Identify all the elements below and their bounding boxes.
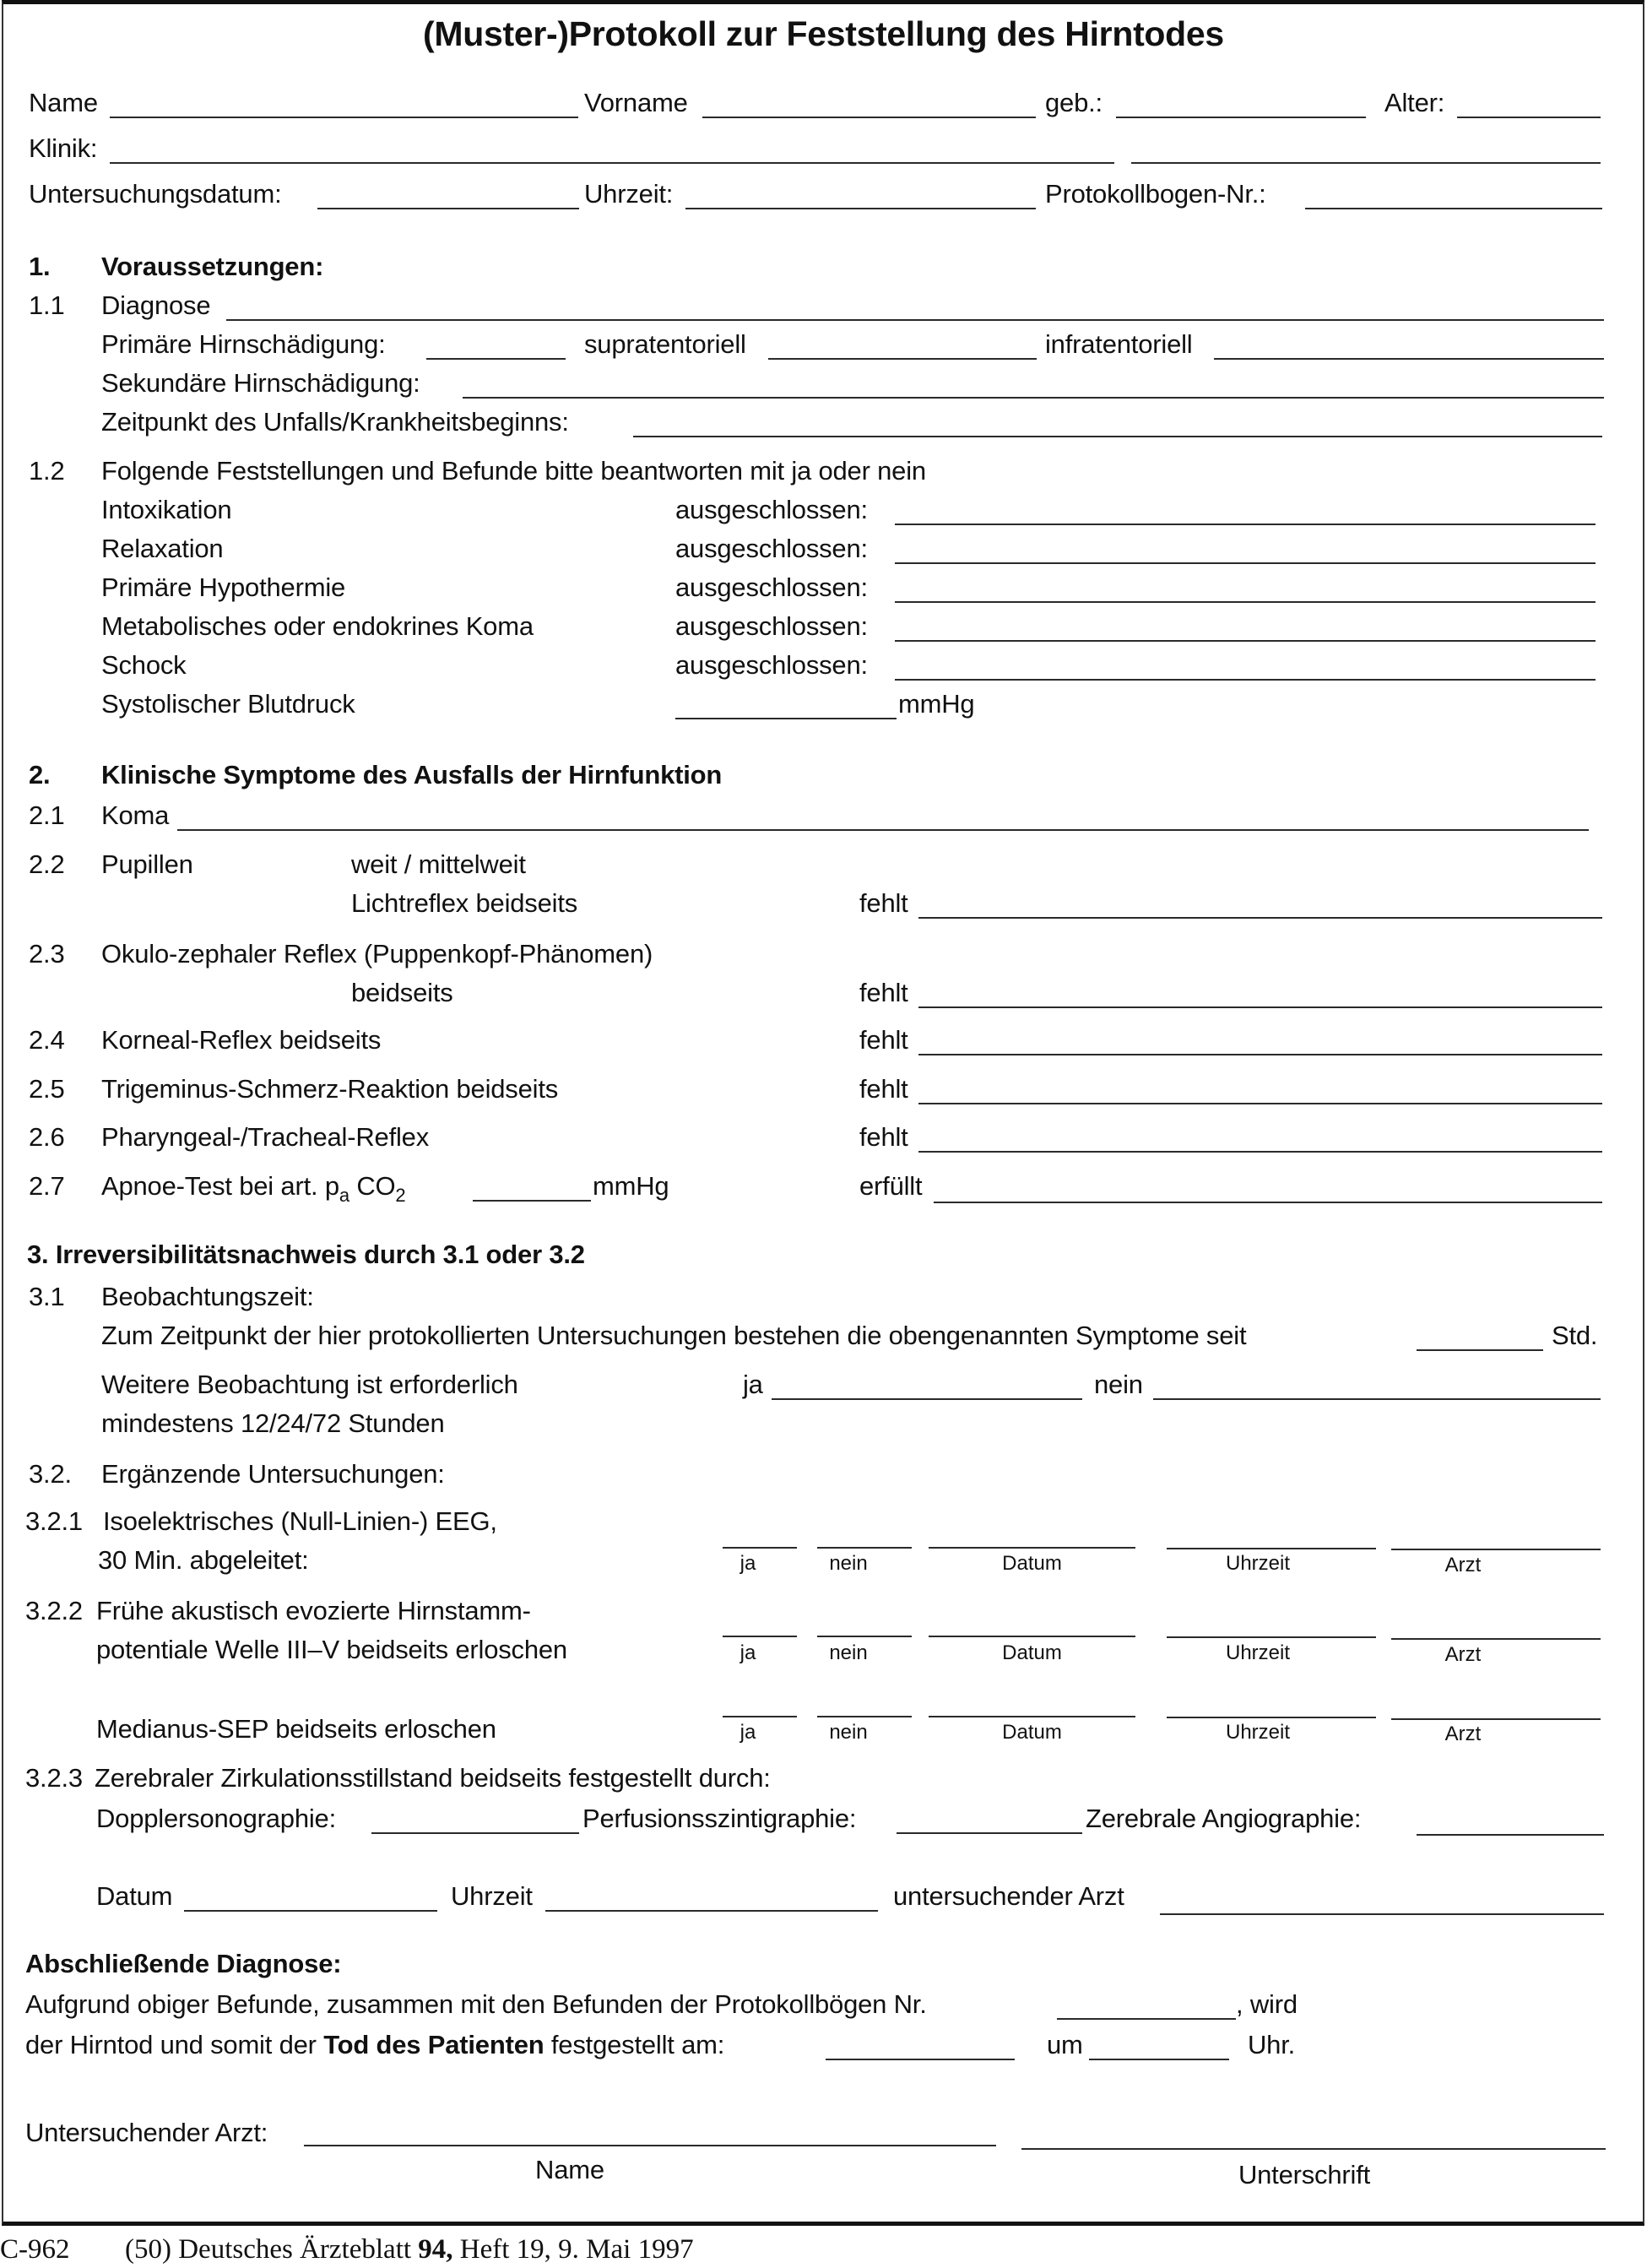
blutdruck-label: Systolischer Blutdruck <box>101 689 355 719</box>
aep-arzt-caption: Arzt <box>1444 1643 1482 1666</box>
zirkulation-uhrzeit-label: Uhrzeit <box>451 1881 533 1911</box>
intoxikation-label: Intoxikation <box>101 495 232 524</box>
koma-field[interactable] <box>177 802 1589 831</box>
section1-heading: Voraussetzungen: <box>101 252 324 281</box>
final-uhr-label: Uhr. <box>1248 2030 1296 2059</box>
section2-number: 2. <box>29 760 51 789</box>
final-um-label: um <box>1047 2030 1083 2059</box>
section3-heading: 3. Irreversibilitätsnachweis durch 3.1 oder 3.2 <box>27 1240 585 1269</box>
uhrzeit-label: Uhrzeit: <box>584 179 674 209</box>
apnoe-sub-2: 2 <box>395 1185 406 1206</box>
korneal-field[interactable] <box>918 1027 1602 1055</box>
zirkulation-label: Zerebraler Zirkulationsstillstand beidseits festgestellt durch: <box>95 1763 771 1793</box>
aep-uhrzeit-field[interactable] <box>1167 1636 1376 1638</box>
mindestens-label: mindestens 12/24/72 Stunden <box>101 1408 445 1438</box>
lichtreflex-field[interactable] <box>918 890 1602 919</box>
final-heading: Abschließende Diagnose: <box>25 1949 342 1978</box>
aep-ja-caption: ja <box>740 1641 756 1664</box>
eeg-datum-field[interactable] <box>929 1547 1135 1549</box>
protokollbogen-field[interactable] <box>1305 181 1602 209</box>
apnoe-unit: mmHg <box>593 1171 669 1201</box>
aep-datum-field[interactable] <box>929 1636 1135 1637</box>
angiographie-label: Zerebrale Angiographie: <box>1086 1804 1362 1833</box>
pharyngeal-field[interactable] <box>918 1124 1602 1153</box>
korneal-label: Korneal-Reflex beidseits <box>101 1025 382 1055</box>
eeg-ja-caption: ja <box>740 1552 756 1575</box>
weitere-nein-field[interactable] <box>1153 1371 1601 1400</box>
s1-2-intro: Folgende Feststellungen und Befunde bitte beantworten mit ja oder nein <box>101 456 926 486</box>
s3-2-2-number: 3.2.2 <box>25 1596 83 1625</box>
sekundaere-field[interactable] <box>463 370 1604 399</box>
schock-ausgeschlossen: ausgeschlossen: <box>675 650 868 680</box>
beobachtungszeit-label: Beobachtungszeit: <box>101 1282 314 1311</box>
festgestellt-am-field[interactable] <box>826 2032 1015 2060</box>
citation <box>125 2233 694 2265</box>
relaxation-label: Relaxation <box>101 534 224 563</box>
okulo-label: Okulo-zephaler Reflex (Puppenkopf-Phänomen) <box>101 939 653 969</box>
trigeminus-label: Trigeminus-Schmerz-Reaktion beidseits <box>101 1074 559 1104</box>
trigeminus-field[interactable] <box>918 1076 1602 1104</box>
zeitpunkt-field[interactable] <box>633 409 1602 437</box>
weitere-ja-label: ja <box>743 1370 763 1399</box>
supratentoriell-field[interactable] <box>768 331 1037 360</box>
infratentoriell-label: infratentoriell <box>1045 329 1193 359</box>
eeg-arzt-field[interactable] <box>1391 1549 1601 1550</box>
aep-line1: Frühe akustisch evozierte Hirnstamm- <box>96 1596 531 1625</box>
beobachtung-text: Zum Zeitpunkt der hier protokollierten Untersuchungen bestehen die obengenannten Symptome seit <box>101 1321 1247 1350</box>
final-line2-bold: Tod des Patienten <box>323 2030 544 2059</box>
uhrzeit-field[interactable] <box>685 181 1036 209</box>
final-line1-pre: Aufgrund obiger Befunde, zusammen mit den Befunden der Protokollbögen Nr. <box>25 1989 927 2019</box>
zirkulation-uhrzeit-field[interactable] <box>545 1883 878 1912</box>
vorname-field[interactable] <box>702 90 1036 118</box>
s1-2-number: 1.2 <box>29 456 65 486</box>
apnoe-sub-a: a <box>339 1185 349 1206</box>
zirkulation-datum-label: Datum <box>96 1881 173 1911</box>
schock-label: Schock <box>101 650 187 680</box>
alter-label: Alter: <box>1384 88 1445 117</box>
lichtreflex-fehlt: fehlt <box>859 888 908 918</box>
weitere-ja-field[interactable] <box>772 1371 1082 1400</box>
lichtreflex-label: Lichtreflex beidseits <box>351 888 578 918</box>
zeitpunkt-label: Zeitpunkt des Unfalls/Krankheitsbeginns: <box>101 407 569 437</box>
arzt-unterschrift-field[interactable] <box>1021 2148 1606 2150</box>
zirkulation-arzt-label: untersuchender Arzt <box>893 1881 1124 1911</box>
s3-2-number: 3.2. <box>29 1459 72 1489</box>
signature-caption: Unterschrift <box>1238 2160 1371 2189</box>
apnoe-label <box>101 1171 406 1206</box>
s2-3-number: 2.3 <box>29 939 65 969</box>
citation-pre: (50) Deutsches Ärzteblatt <box>125 2234 419 2265</box>
sep-uhrzeit-field[interactable] <box>1167 1717 1376 1718</box>
perfusion-field[interactable] <box>897 1805 1082 1834</box>
s3-2-1-number: 3.2.1 <box>25 1506 83 1536</box>
eeg-arzt-caption: Arzt <box>1444 1554 1482 1576</box>
schock-field[interactable] <box>895 652 1596 681</box>
section2-heading: Klinische Symptome des Ausfalls der Hirnfunktion <box>101 760 723 789</box>
s2-7-number: 2.7 <box>29 1171 65 1201</box>
angiographie-field[interactable] <box>1417 1807 1604 1836</box>
sep-datum-caption: Datum <box>1002 1721 1062 1744</box>
aep-nein-caption: nein <box>829 1641 868 1664</box>
koma-label: Koma <box>101 800 170 830</box>
apnoe-erfuellt: erfüllt <box>859 1171 923 1201</box>
sep-uhrzeit-caption: Uhrzeit <box>1225 1721 1291 1744</box>
s2-2-number: 2.2 <box>29 849 65 879</box>
pharyngeal-fehlt: fehlt <box>859 1122 908 1152</box>
apnoe-field[interactable] <box>934 1175 1602 1203</box>
citation-post: Heft 19, 9. Mai 1997 <box>452 2234 694 2265</box>
aep-arzt-field[interactable] <box>1391 1638 1601 1640</box>
intoxikation-field[interactable] <box>895 496 1596 525</box>
primaere-field[interactable] <box>426 331 566 360</box>
s3-1-number: 3.1 <box>29 1282 65 1311</box>
eeg-uhrzeit-caption: Uhrzeit <box>1225 1552 1291 1575</box>
page-code: C-962 <box>0 2234 70 2265</box>
korneal-fehlt: fehlt <box>859 1025 908 1055</box>
name-caption: Name <box>535 2155 604 2184</box>
klinik-label: Klinik: <box>29 133 98 163</box>
untersuchungsdatum-label: Untersuchungsdatum: <box>29 179 282 209</box>
koma-metabolisch-label: Metabolisches oder endokrines Koma <box>101 611 534 641</box>
s2-4-number: 2.4 <box>29 1025 65 1055</box>
alter-field[interactable] <box>1457 90 1601 118</box>
pupillen-weit: weit / mittelweit <box>351 849 526 879</box>
eeg-line1: Isoelektrisches (Null-Linien-) EEG, <box>103 1506 497 1536</box>
protokollbogen-label: Protokollbogen-Nr.: <box>1045 179 1266 209</box>
hypothermie-ausgeschlossen: ausgeschlossen: <box>675 572 868 602</box>
name-label: Name <box>29 88 98 117</box>
aep-ja-field[interactable] <box>723 1636 797 1637</box>
sep-ja-caption: ja <box>740 1721 756 1744</box>
page-title: (Muster-)Protokoll zur Feststellung des Hirntodes <box>423 14 1224 53</box>
arzt-name-field[interactable] <box>304 2145 996 2146</box>
weitere-beobachtung-label: Weitere Beobachtung ist erforderlich <box>101 1370 518 1399</box>
s2-5-number: 2.5 <box>29 1074 65 1104</box>
final-line2-pre: der Hirntod und somit der <box>25 2030 324 2059</box>
untersuchungsdatum-field[interactable] <box>317 181 579 209</box>
citation-volume: 94, <box>418 2234 453 2265</box>
aep-datum-caption: Datum <box>1002 1641 1062 1664</box>
aep-uhrzeit-caption: Uhrzeit <box>1225 1641 1291 1664</box>
apnoe-label-text: Apnoe-Test bei art. p <box>101 1171 339 1201</box>
eeg-datum-caption: Datum <box>1002 1552 1062 1575</box>
doppler-field[interactable] <box>371 1805 579 1834</box>
primaere-label: Primäre Hirnschädigung: <box>101 329 386 359</box>
relaxation-ausgeschlossen: ausgeschlossen: <box>675 534 868 563</box>
apnoe-pco2-field[interactable] <box>473 1173 591 1202</box>
sekundaere-label: Sekundäre Hirnschädigung: <box>101 368 420 398</box>
blutdruck-field[interactable] <box>675 691 897 719</box>
symptome-seit-field[interactable] <box>1417 1322 1543 1351</box>
eeg-ja-field[interactable] <box>723 1547 797 1549</box>
koma-metabolisch-field[interactable] <box>895 613 1596 642</box>
eeg-nein-field[interactable] <box>817 1547 912 1549</box>
s3-2-3-number: 3.2.3 <box>25 1763 83 1793</box>
geb-field[interactable] <box>1116 90 1366 118</box>
intoxikation-ausgeschlossen: ausgeschlossen: <box>675 495 868 524</box>
pupillen-label: Pupillen <box>101 849 193 879</box>
ergaenzende-label: Ergänzende Untersuchungen: <box>101 1459 445 1489</box>
hypothermie-label: Primäre Hypothermie <box>101 572 346 602</box>
diagnose-label: Diagnose <box>101 290 211 320</box>
sep-arzt-field[interactable] <box>1391 1718 1601 1720</box>
sep-label: Medianus-SEP beidseits erloschen <box>96 1714 496 1744</box>
pharyngeal-label: Pharyngeal-/Tracheal-Reflex <box>101 1122 430 1152</box>
koma-metabolisch-ausgeschlossen: ausgeschlossen: <box>675 611 868 641</box>
protokollboegen-nr-field[interactable] <box>1057 1991 1236 2020</box>
zirkulation-datum-field[interactable] <box>184 1883 437 1912</box>
sep-arzt-caption: Arzt <box>1444 1723 1482 1745</box>
untersuchender-arzt-label: Untersuchender Arzt: <box>25 2118 268 2147</box>
diagnose-field[interactable] <box>226 292 1604 321</box>
geb-label: geb.: <box>1045 88 1103 117</box>
name-field[interactable] <box>110 90 578 118</box>
aep-line2: potentiale Welle III–V beidseits erloschen <box>96 1635 567 1664</box>
eeg-nein-caption: nein <box>829 1552 868 1575</box>
zirkulation-arzt-field[interactable] <box>1160 1886 1604 1915</box>
s1-1-number: 1.1 <box>29 290 65 320</box>
hypothermie-field[interactable] <box>895 574 1596 603</box>
okulo-field[interactable] <box>918 979 1602 1008</box>
eeg-line2: 30 Min. abgeleitet: <box>98 1545 309 1575</box>
final-line1-post: , wird <box>1236 1989 1298 2019</box>
std-unit: Std. <box>1552 1321 1598 1350</box>
section1-number: 1. <box>29 252 51 281</box>
final-line1 <box>25 1989 927 2020</box>
final-line2 <box>25 2030 724 2060</box>
klinik-field-extra[interactable] <box>1131 135 1601 164</box>
sep-datum-field[interactable] <box>929 1716 1135 1717</box>
klinik-field[interactable] <box>110 135 1114 164</box>
okulo-beidseits: beidseits <box>351 978 453 1007</box>
vorname-label: Vorname <box>584 88 688 117</box>
s2-1-number: 2.1 <box>29 800 65 830</box>
apnoe-co: CO <box>349 1171 396 1201</box>
infratentoriell-field[interactable] <box>1214 331 1604 360</box>
doppler-label: Dopplersonographie: <box>96 1804 337 1833</box>
s2-6-number: 2.6 <box>29 1122 65 1152</box>
festgestellt-um-field[interactable] <box>1089 2032 1229 2060</box>
sep-nein-field[interactable] <box>817 1716 912 1717</box>
perfusion-label: Perfusionsszintigraphie: <box>582 1804 857 1833</box>
eeg-uhrzeit-field[interactable] <box>1167 1548 1376 1549</box>
relaxation-field[interactable] <box>895 535 1596 564</box>
sep-nein-caption: nein <box>829 1721 868 1744</box>
okulo-fehlt: fehlt <box>859 978 908 1007</box>
blutdruck-unit: mmHg <box>898 689 975 719</box>
sep-ja-field[interactable] <box>723 1716 797 1717</box>
aep-nein-field[interactable] <box>817 1636 912 1637</box>
weitere-nein-label: nein <box>1094 1370 1143 1399</box>
supratentoriell-label: supratentoriell <box>584 329 746 359</box>
final-line2-mid: festgestellt am: <box>544 2030 725 2059</box>
trigeminus-fehlt: fehlt <box>859 1074 908 1104</box>
